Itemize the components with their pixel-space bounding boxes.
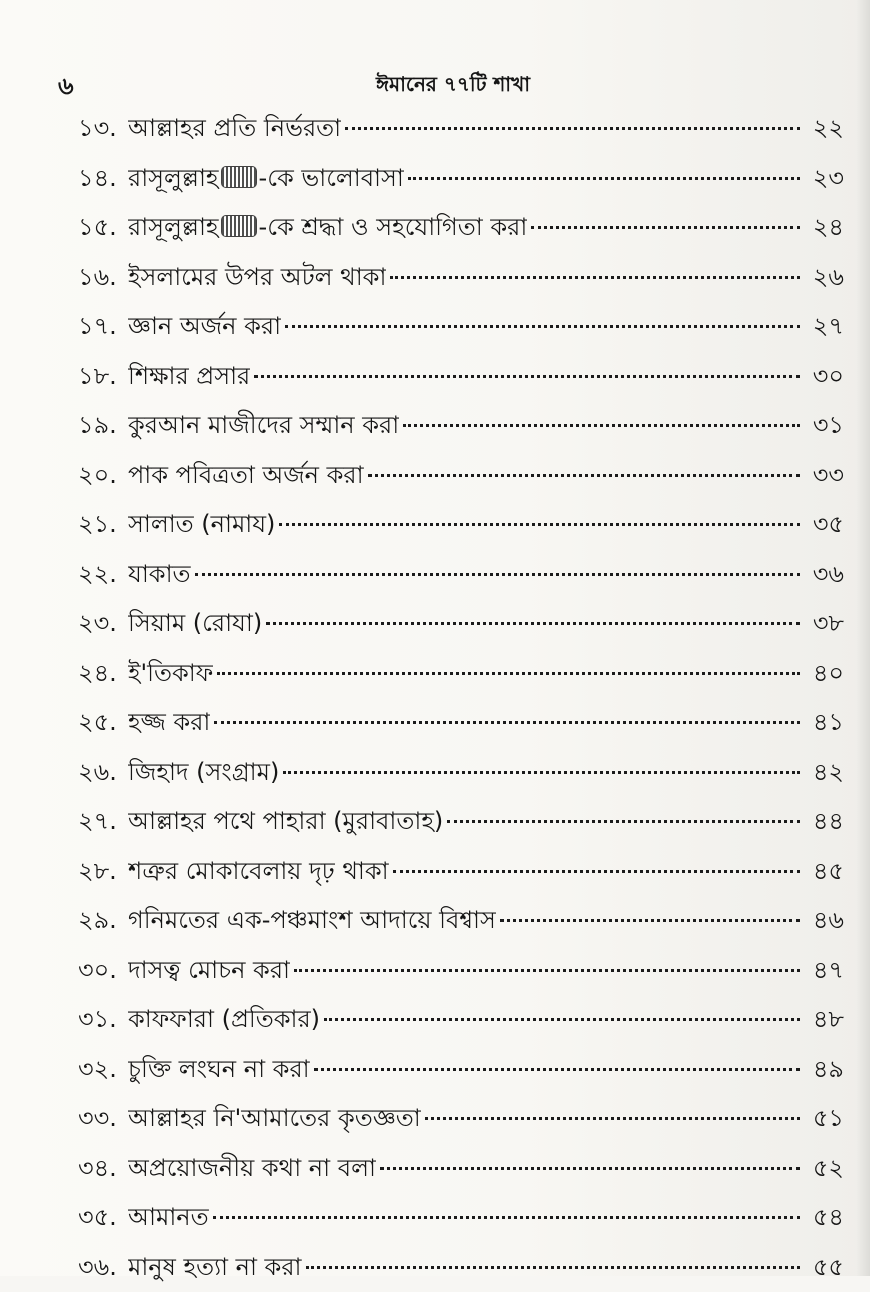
- toc-entry-title-text: রাসূলুল্লাহ: [128, 213, 219, 241]
- toc-entry: [78, 748, 844, 798]
- toc-entry-title-text: গনিমতের এক-পঞ্চমাংশ আদায়ে বিশ্বাস: [128, 906, 496, 934]
- toc-entry-number: ২১.: [78, 500, 128, 550]
- toc-entry-title-text: আমানত: [128, 1203, 209, 1231]
- toc-entry: [78, 352, 844, 402]
- toc-entry-number: ৩২.: [78, 1045, 128, 1095]
- toc-entry-title-text: আল্লাহর পথে পাহারা (মুরাবাতাহ): [128, 807, 443, 835]
- toc-entry-title-text: আল্লাহর প্রতি নির্ভরতা: [128, 114, 341, 142]
- toc-entry-title: [128, 946, 290, 996]
- toc-entry-title: [128, 451, 364, 501]
- toc-entry-page-number: ৩০: [806, 352, 844, 402]
- toc-entry-page-number: ৪২: [806, 748, 844, 798]
- toc-entry-title: [128, 302, 281, 352]
- toc-entry-title-text: কাফফারা (প্রতিকার): [128, 1005, 320, 1033]
- toc-entry-page-number: ৫১: [806, 1094, 844, 1144]
- toc-entry-title: [128, 698, 210, 748]
- toc-entry-page-number: ২৪: [806, 203, 844, 253]
- toc-entry: [78, 451, 844, 501]
- toc-entry-title: [128, 104, 341, 154]
- dot-leader: [447, 820, 800, 823]
- toc-entry-number: ২৭.: [78, 797, 128, 847]
- toc-entry: [78, 401, 844, 451]
- toc-entry-page-number: ২২: [806, 104, 844, 154]
- toc-entry-title: [128, 253, 386, 303]
- toc-entry-title-text: দাসত্ব মোচন করা: [128, 956, 290, 984]
- toc-entry-number: ১৮.: [78, 352, 128, 402]
- toc-entry-page-number: ৪০: [806, 649, 844, 699]
- table-of-contents: [78, 104, 844, 1292]
- toc-entry-title-text: অপ্রয়োজনীয় কথা না বলা: [128, 1154, 376, 1182]
- toc-entry-number: ১৪.: [78, 154, 128, 204]
- page-edge-shadow: [856, 0, 870, 1276]
- toc-entry-page-number: ৫২: [806, 1144, 844, 1194]
- dot-leader: [531, 226, 800, 229]
- toc-entry-number: ২৮.: [78, 847, 128, 897]
- toc-entry-number: ৩০.: [78, 946, 128, 996]
- dot-leader: [254, 375, 800, 378]
- toc-entry-title: [128, 847, 389, 897]
- dot-leader: [283, 771, 800, 774]
- toc-entry-page-number: ৩৮: [806, 599, 844, 649]
- toc-entry: [78, 1045, 844, 1095]
- toc-entry-title: [128, 748, 279, 798]
- toc-entry-page-number: ৪১: [806, 698, 844, 748]
- toc-entry-title: [128, 352, 250, 402]
- toc-entry: [78, 847, 844, 897]
- toc-entry: [78, 253, 844, 303]
- dot-leader: [294, 969, 800, 972]
- toc-entry-number: ২৩.: [78, 599, 128, 649]
- toc-entry-title: [128, 1193, 209, 1243]
- toc-entry-number: ৩৬.: [78, 1243, 128, 1292]
- toc-entry-number: ২৯.: [78, 896, 128, 946]
- toc-entry-title: [128, 797, 443, 847]
- toc-entry-title: [128, 995, 320, 1045]
- toc-entry-title: [128, 550, 191, 600]
- toc-entry-number: ২০.: [78, 451, 128, 501]
- toc-entry: [78, 1094, 844, 1144]
- toc-entry-title: [128, 1243, 302, 1292]
- toc-entry: [78, 946, 844, 996]
- dot-leader: [500, 919, 800, 922]
- toc-entry: [78, 203, 844, 253]
- toc-entry-title: [128, 500, 275, 550]
- page-number: ৬: [58, 68, 74, 108]
- toc-entry-number: ১৬.: [78, 253, 128, 303]
- toc-entry-title: [128, 1144, 376, 1194]
- toc-entry-title-text: চুক্তি লংঘন না করা: [128, 1055, 310, 1083]
- toc-entry-page-number: ২৬: [806, 253, 844, 303]
- toc-entry: [78, 797, 844, 847]
- toc-entry-number: ১৭.: [78, 302, 128, 352]
- toc-entry: [78, 154, 844, 204]
- dot-leader: [266, 622, 800, 625]
- toc-entry: [78, 698, 844, 748]
- toc-entry: [78, 649, 844, 699]
- toc-entry-title-text: পাক পবিত্রতা অর্জন করা: [128, 461, 364, 489]
- toc-entry-title-text: মানুষ হত্যা না করা: [128, 1253, 302, 1281]
- toc-entry: [78, 302, 844, 352]
- toc-entry-page-number: ৪৬: [806, 896, 844, 946]
- toc-entry-page-number: ৪৯: [806, 1045, 844, 1095]
- toc-entry-number: ৩৩.: [78, 1094, 128, 1144]
- toc-entry-title-text: সিয়াম (রোযা): [128, 609, 262, 637]
- toc-entry-title-text: যাকাত: [128, 560, 191, 588]
- toc-entry-number: ১৫.: [78, 203, 128, 253]
- toc-entry-title: [128, 599, 262, 649]
- toc-entry-title: [128, 896, 496, 946]
- toc-entry-title-text: সালাত (নামায): [128, 510, 275, 538]
- toc-entry-number: ২৫.: [78, 698, 128, 748]
- dot-leader: [403, 424, 800, 427]
- toc-entry-page-number: ৩৬: [806, 550, 844, 600]
- toc-entry: [78, 995, 844, 1045]
- dot-leader: [214, 721, 800, 724]
- salawat-calligraphy-icon: [221, 215, 257, 237]
- dot-leader: [314, 1068, 800, 1071]
- toc-entry-title-text: ই'তিকাফ: [128, 659, 213, 687]
- dot-leader: [213, 1216, 800, 1219]
- toc-entry-title: [128, 203, 527, 253]
- dot-leader: [279, 523, 800, 526]
- toc-entry: [78, 104, 844, 154]
- toc-entry-title: [128, 649, 213, 699]
- book-title: ঈমানের ৭৭টি শাখা: [58, 70, 848, 103]
- dot-leader: [306, 1266, 800, 1269]
- toc-entry-number: ২৬.: [78, 748, 128, 798]
- toc-entry-number: ৩১.: [78, 995, 128, 1045]
- toc-entry-number: ১৯.: [78, 401, 128, 451]
- toc-entry-page-number: ২৭: [806, 302, 844, 352]
- toc-entry-page-number: ৪৭: [806, 946, 844, 996]
- dot-leader: [408, 177, 800, 180]
- toc-entry-title-text: জ্ঞান অর্জন করা: [128, 312, 281, 340]
- toc-entry-page-number: ৩১: [806, 401, 844, 451]
- toc-entry-page-number: ৪৮: [806, 995, 844, 1045]
- toc-entry-title-text: আল্লাহর নি'আমাতের কৃতজ্ঞতা: [128, 1104, 421, 1132]
- dot-leader: [380, 1167, 800, 1170]
- toc-entry-number: ২২.: [78, 550, 128, 600]
- toc-entry-page-number: ৪৪: [806, 797, 844, 847]
- toc-entry: [78, 550, 844, 600]
- toc-entry-number: ২৪.: [78, 649, 128, 699]
- dot-leader: [393, 870, 800, 873]
- toc-entry-page-number: ৫৪: [806, 1193, 844, 1243]
- dot-leader: [217, 672, 800, 675]
- toc-entry-title-text: ইসলামের উপর অটল থাকা: [128, 263, 386, 291]
- toc-entry-title: [128, 1045, 310, 1095]
- toc-entry-page-number: ৩৩: [806, 451, 844, 501]
- running-header: [58, 68, 848, 104]
- toc-entry: [78, 500, 844, 550]
- toc-entry-title: [128, 154, 404, 204]
- toc-entry-number: ৩৪.: [78, 1144, 128, 1194]
- dot-leader: [425, 1117, 800, 1120]
- dot-leader: [345, 127, 800, 130]
- toc-entry-title-text: রাসূলুল্লাহ: [128, 164, 219, 192]
- toc-entry-title-text: জিহাদ (সংগ্রাম): [128, 758, 279, 786]
- toc-entry-page-number: ৫৫: [806, 1243, 844, 1292]
- dot-leader: [368, 474, 800, 477]
- toc-entry-title: [128, 401, 399, 451]
- toc-entry: [78, 1144, 844, 1194]
- dot-leader: [390, 276, 800, 279]
- toc-entry-title-text: কুরআন মাজীদের সম্মান করা: [128, 411, 399, 439]
- dot-leader: [285, 325, 800, 328]
- toc-entry: [78, 1193, 844, 1243]
- toc-entry-title-text: শিক্ষার প্রসার: [128, 362, 250, 390]
- toc-entry-number: ১৩.: [78, 104, 128, 154]
- dot-leader: [195, 573, 800, 576]
- toc-entry-title: [128, 1094, 421, 1144]
- toc-entry-page-number: ২৩: [806, 154, 844, 204]
- toc-entry: [78, 896, 844, 946]
- toc-entry-page-number: ৩৫: [806, 500, 844, 550]
- toc-entry-title-suffix: -কে ভালোবাসা: [259, 164, 404, 192]
- toc-entry: [78, 1243, 844, 1292]
- dot-leader: [324, 1018, 800, 1021]
- toc-entry-number: ৩৫.: [78, 1193, 128, 1243]
- toc-entry-page-number: ৪৫: [806, 847, 844, 897]
- salawat-calligraphy-icon: [221, 166, 257, 188]
- toc-entry-title-text: হজ্জ করা: [128, 708, 210, 736]
- toc-entry-title-text: শত্রুর মোকাবেলায় দৃঢ় থাকা: [128, 857, 389, 885]
- toc-entry: [78, 599, 844, 649]
- toc-entry-title-suffix: -কে শ্রদ্ধা ও সহযোগিতা করা: [259, 213, 528, 241]
